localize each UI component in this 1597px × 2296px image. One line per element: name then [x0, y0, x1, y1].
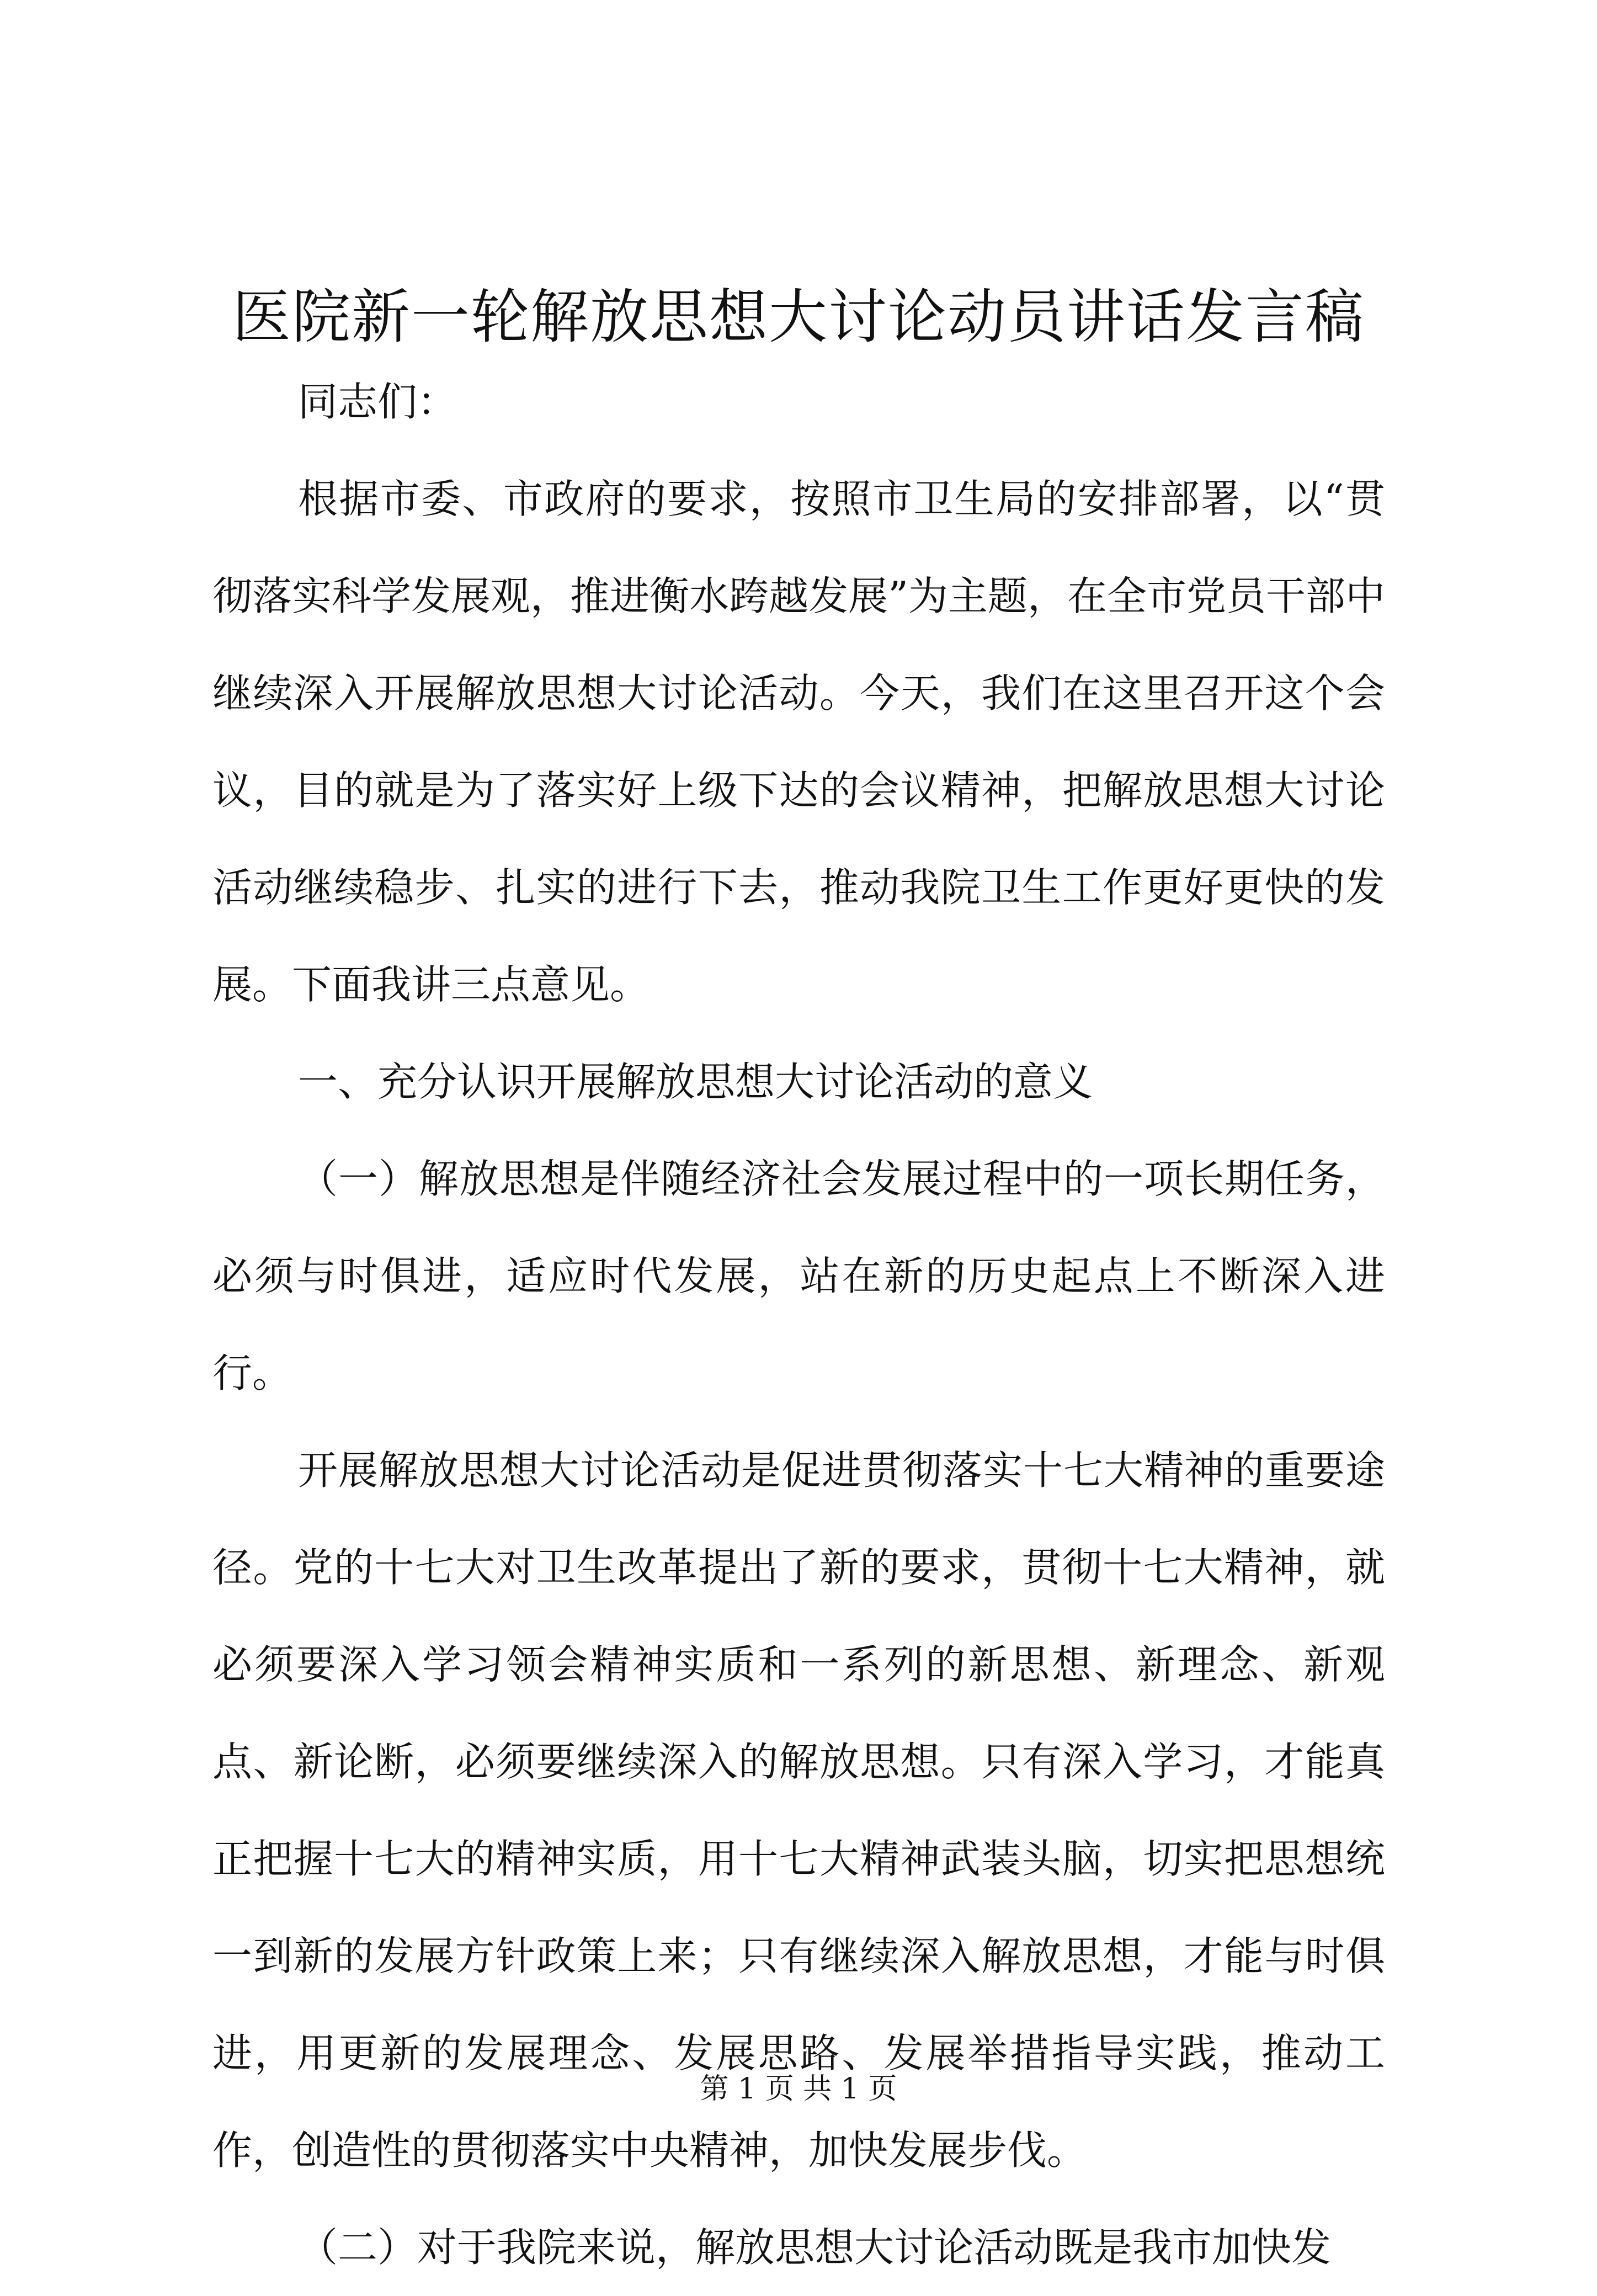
subsection-1: （一）解放思想是伴随经济社会发展过程中的一项长期任务，必须与时俱进，适应时代发展，站在新的历史起点上不断深入进行。	[212, 1156, 1385, 1396]
intro-paragraph: 根据市委、市政府的要求，按照市卫生局的安排部署，以“贯彻落实科学发展观，推进衡水跨越发展”为主题，在全市党员干部中继续深入开展解放思想大讨论活动。今天，我们在这里召开这个会议，目的就是为了落实好上级下达的会议精神，把解放思想大讨论活动继续稳步、扎实的进行下去，推动我院卫生工作更好更快的发展。下面我讲三点意见。	[212, 476, 1385, 1008]
section-heading-1: 一、充分认识开展解放思想大讨论活动的意义	[298, 1059, 1093, 1105]
document-body	[212, 353, 1385, 2296]
document-title: 医院新一轮解放思想大讨论动员讲话发言稿	[232, 283, 1365, 351]
body-paragraph: 开展解放思想大讨论活动是促进贯彻落实十七大精神的重要途径。党的十七大对卫生改革提出了新的要求，贯彻十七大精神，就必须要深入学习领会精神实质和一系列的新思想、新理念、新观点、新论断，必须要继续深入的解放思想。只有深入学习，才能真正把握十七大的精神实质，用十七大精神武装头脑，切实把思想统一到新的发展方针政策上来；只有继续深入解放思想，才能与时俱进，用更新的发展理念、发展思路、发展举措指导实践，推动工作，创造性的贯彻落实中央精神，加快发展步伐。	[212, 1447, 1385, 2173]
page-number-footer: 第 1 页 共 1 页	[700, 2072, 897, 2106]
salutation: 同志们：	[298, 379, 457, 425]
subsection-2: （二）对于我院来说，解放思想大讨论活动既是我市加快发	[298, 2224, 1332, 2271]
